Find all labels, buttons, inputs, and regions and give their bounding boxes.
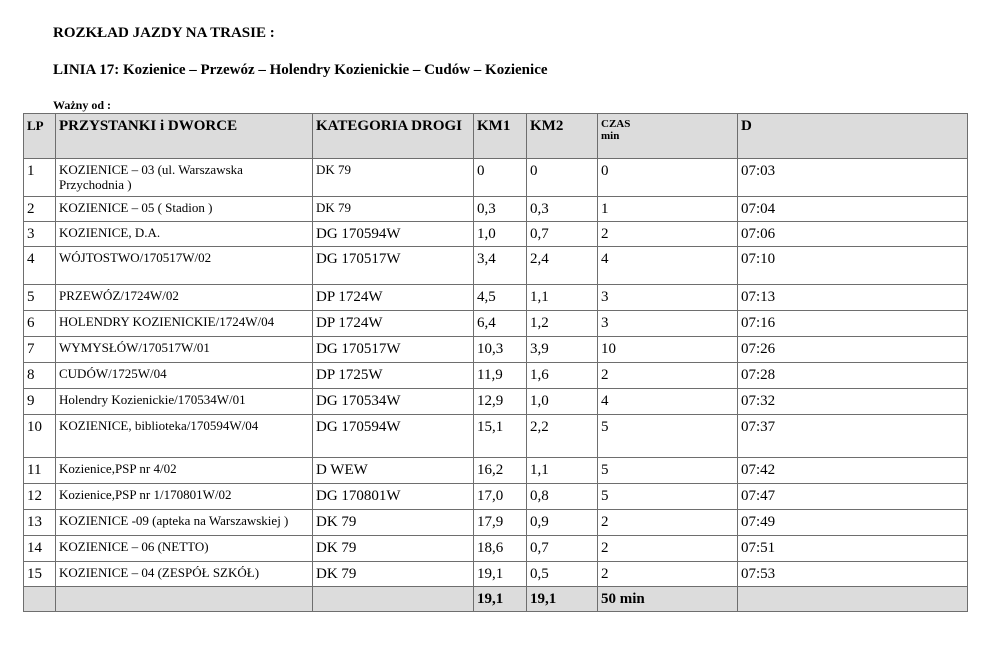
table-row xyxy=(24,562,968,587)
cell-time: 5 xyxy=(598,484,738,510)
cell-category: DG 170517W xyxy=(313,247,474,285)
cell-d: 07:37 xyxy=(738,415,968,458)
cell-d: 07:53 xyxy=(738,562,968,587)
header-time xyxy=(598,114,738,159)
cell-km2: 3,9 xyxy=(527,337,598,363)
cell-stop: KOZIENICE – 03 (ul. Warszawska Przychodnia ) xyxy=(56,159,313,197)
table-row xyxy=(24,510,968,536)
header-time-unit: min xyxy=(601,130,620,142)
table-row xyxy=(24,415,968,458)
cell-d: 07:03 xyxy=(738,159,968,197)
cell-km1: 18,6 xyxy=(474,536,527,562)
cell-km2: 1,2 xyxy=(527,311,598,337)
cell-d: 07:32 xyxy=(738,389,968,415)
cell-d: 07:16 xyxy=(738,311,968,337)
cell-stop: Kozienice,PSP nr 4/02 xyxy=(56,458,313,484)
cell-d: 07:51 xyxy=(738,536,968,562)
header-time-label: CZAS xyxy=(601,118,631,130)
cell-km2: 1,6 xyxy=(527,363,598,389)
totals-row xyxy=(24,587,968,612)
cell-km1: 17,0 xyxy=(474,484,527,510)
cell-km1: 0,3 xyxy=(474,197,527,222)
cell-d: 07:10 xyxy=(738,247,968,285)
cell-category: DK 79 xyxy=(313,562,474,587)
cell-time: 3 xyxy=(598,285,738,311)
cell-km2: 0 xyxy=(527,159,598,197)
cell-time: 4 xyxy=(598,389,738,415)
total-km1: 19,1 xyxy=(474,587,527,612)
total-km2: 19,1 xyxy=(527,587,598,612)
table-row xyxy=(24,285,968,311)
cell-d: 07:49 xyxy=(738,510,968,536)
cell-lp: 7 xyxy=(24,337,56,363)
cell-km2: 0,3 xyxy=(527,197,598,222)
cell-km2: 0,8 xyxy=(527,484,598,510)
cell-km1: 17,9 xyxy=(474,510,527,536)
cell-lp: 4 xyxy=(24,247,56,285)
cell-d: 07:04 xyxy=(738,197,968,222)
cell-d: 07:28 xyxy=(738,363,968,389)
table-row xyxy=(24,363,968,389)
table-row xyxy=(24,389,968,415)
cell-category: DG 170517W xyxy=(313,337,474,363)
header-lp: LP xyxy=(24,114,56,159)
cell-time: 2 xyxy=(598,510,738,536)
cell-km1: 10,3 xyxy=(474,337,527,363)
header-row xyxy=(24,114,968,159)
cell-time: 10 xyxy=(598,337,738,363)
cell-category: DG 170594W xyxy=(313,222,474,247)
cell-lp: 8 xyxy=(24,363,56,389)
cell-time: 0 xyxy=(598,159,738,197)
cell-stop: CUDÓW/1725W/04 xyxy=(56,363,313,389)
cell-stop: PRZEWÓZ/1724W/02 xyxy=(56,285,313,311)
cell-category: DK 79 xyxy=(313,536,474,562)
cell-time: 4 xyxy=(598,247,738,285)
cell-d: 07:42 xyxy=(738,458,968,484)
cell-lp: 11 xyxy=(24,458,56,484)
cell-km1: 16,2 xyxy=(474,458,527,484)
cell-time: 2 xyxy=(598,562,738,587)
cell-category: DP 1724W xyxy=(313,285,474,311)
cell-d: 07:26 xyxy=(738,337,968,363)
cell-category: DG 170594W xyxy=(313,415,474,458)
line-title: LINIA 17: Kozienice – Przewóz – Holendry Kozienickie – Cudów – Kozienice xyxy=(53,62,548,78)
cell-category: DG 170801W xyxy=(313,484,474,510)
header-km1: KM1 xyxy=(474,114,527,159)
cell-stop: KOZIENICE, D.A. xyxy=(56,222,313,247)
cell-stop: WÓJTOSTWO/170517W/02 xyxy=(56,247,313,285)
table-row xyxy=(24,536,968,562)
cell-km2: 0,7 xyxy=(527,536,598,562)
cell-stop: KOZIENICE – 05 ( Stadion ) xyxy=(56,197,313,222)
cell-time: 5 xyxy=(598,415,738,458)
cell-time: 2 xyxy=(598,536,738,562)
cell-category: DK 79 xyxy=(313,510,474,536)
table-row xyxy=(24,311,968,337)
cell-category: DK 79 xyxy=(313,197,474,222)
cell-stop: WYMYSŁÓW/170517W/01 xyxy=(56,337,313,363)
cell-lp: 3 xyxy=(24,222,56,247)
cell-d: 07:13 xyxy=(738,285,968,311)
table-row xyxy=(24,197,968,222)
cell-category: D WEW xyxy=(313,458,474,484)
timetable xyxy=(23,113,968,612)
valid-from-label: Ważny od : xyxy=(53,98,112,112)
cell-lp: 9 xyxy=(24,389,56,415)
cell-time: 2 xyxy=(598,222,738,247)
cell-lp: 15 xyxy=(24,562,56,587)
cell-stop: KOZIENICE – 04 (ZESPÓŁ SZKÓŁ) xyxy=(56,562,313,587)
cell-d: 07:06 xyxy=(738,222,968,247)
cell-stop: KOZIENICE – 06 (NETTO) xyxy=(56,536,313,562)
cell-time: 2 xyxy=(598,363,738,389)
cell-km2: 2,4 xyxy=(527,247,598,285)
cell-km2: 2,2 xyxy=(527,415,598,458)
cell-lp: 12 xyxy=(24,484,56,510)
header-stops: PRZYSTANKI i DWORCE xyxy=(56,114,313,159)
cell-km1: 0 xyxy=(474,159,527,197)
header-km2: KM2 xyxy=(527,114,598,159)
cell-km1: 19,1 xyxy=(474,562,527,587)
table-row xyxy=(24,247,968,285)
cell-km2: 1,1 xyxy=(527,458,598,484)
cell-time: 1 xyxy=(598,197,738,222)
cell-lp: 14 xyxy=(24,536,56,562)
cell-stop: KOZIENICE -09 (apteka na Warszawskiej ) xyxy=(56,510,313,536)
table-row xyxy=(24,484,968,510)
cell-category: DG 170534W xyxy=(313,389,474,415)
cell-stop: KOZIENICE, biblioteka/170594W/04 xyxy=(56,415,313,458)
cell-km2: 1,0 xyxy=(527,389,598,415)
cell-lp: 10 xyxy=(24,415,56,458)
cell-stop: Kozienice,PSP nr 1/170801W/02 xyxy=(56,484,313,510)
cell-km1: 3,4 xyxy=(474,247,527,285)
cell-km1: 6,4 xyxy=(474,311,527,337)
page-title: ROZKŁAD JAZDY NA TRASIE : xyxy=(53,25,275,41)
table-row xyxy=(24,159,968,197)
cell-category: DP 1725W xyxy=(313,363,474,389)
cell-lp: 1 xyxy=(24,159,56,197)
table-row xyxy=(24,458,968,484)
cell-km1: 15,1 xyxy=(474,415,527,458)
cell-km2: 1,1 xyxy=(527,285,598,311)
cell-km2: 0,7 xyxy=(527,222,598,247)
cell-stop: Holendry Kozienickie/170534W/01 xyxy=(56,389,313,415)
cell-category: DK 79 xyxy=(313,159,474,197)
cell-stop: HOLENDRY KOZIENICKIE/1724W/04 xyxy=(56,311,313,337)
total-time: 50 min xyxy=(598,587,738,612)
cell-time: 5 xyxy=(598,458,738,484)
header-category: KATEGORIA DROGI xyxy=(313,114,474,159)
cell-category: DP 1724W xyxy=(313,311,474,337)
cell-lp: 5 xyxy=(24,285,56,311)
cell-lp: 6 xyxy=(24,311,56,337)
cell-km2: 0,9 xyxy=(527,510,598,536)
cell-km1: 12,9 xyxy=(474,389,527,415)
table-row xyxy=(24,337,968,363)
cell-lp: 13 xyxy=(24,510,56,536)
cell-lp: 2 xyxy=(24,197,56,222)
cell-time: 3 xyxy=(598,311,738,337)
cell-km1: 1,0 xyxy=(474,222,527,247)
cell-km1: 4,5 xyxy=(474,285,527,311)
cell-km1: 11,9 xyxy=(474,363,527,389)
table-row xyxy=(24,222,968,247)
cell-d: 07:47 xyxy=(738,484,968,510)
header-d: D xyxy=(738,114,968,159)
cell-km2: 0,5 xyxy=(527,562,598,587)
